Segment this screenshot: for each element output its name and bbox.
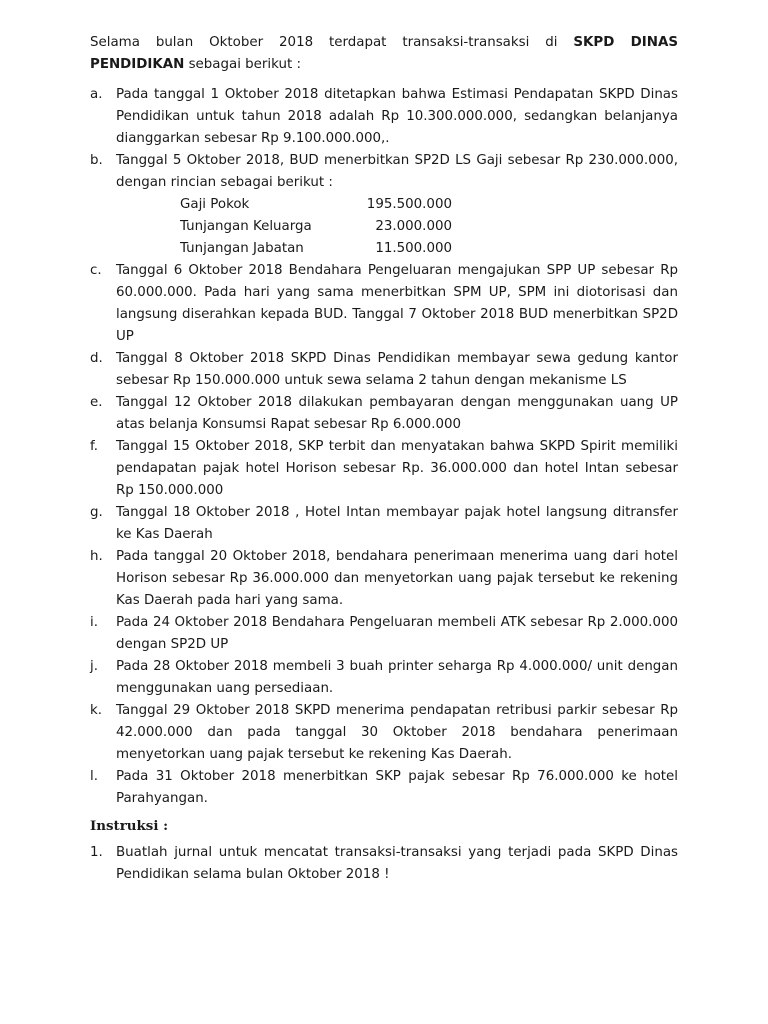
item-text: Tanggal 8 Oktober 2018 SKPD Dinas Pendidikan membayar sewa gedung kantor sebesar Rp 150.000.000 untuk sewa selama 2 tahun dengan mekanisme LS [116, 351, 678, 388]
breakdown-row [116, 216, 678, 238]
instruction-marker: 1. [90, 845, 103, 860]
breakdown-value: 23.000.000 [375, 219, 452, 234]
item-text: Tanggal 6 Oktober 2018 Bendahara Pengeluaran mengajukan SPP UP sebesar Rp 60.000.000. Pada hari yang sama menerbitkan SPM UP, SPM ini diotorisasi dan langsung diserahkan kepada BUD. Tanggal 7 Oktober 2018 BUD menerbitkan SP2D UP [116, 263, 678, 344]
breakdown-row [116, 194, 678, 216]
item-marker: b. [90, 153, 103, 168]
list-item [90, 150, 678, 260]
item-marker: h. [90, 549, 103, 564]
list-item [90, 392, 678, 436]
list-item [90, 546, 678, 612]
breakdown-value: 195.500.000 [366, 197, 452, 212]
salary-breakdown [116, 194, 678, 260]
item-text: Pada 31 Oktober 2018 menerbitkan SKP pajak sebesar Rp 76.000.000 ke hotel Parahyangan. [116, 769, 678, 806]
breakdown-name: Gaji Pokok [180, 197, 250, 212]
item-marker: i. [90, 615, 98, 630]
breakdown-row [116, 238, 678, 260]
list-item [90, 84, 678, 150]
instruction-text: Buatlah jurnal untuk mencatat transaksi-transaksi yang terjadi pada SKPD Dinas Pendidikan selama bulan Oktober 2018 ! [116, 845, 678, 882]
instructions-list [90, 842, 678, 886]
item-text: Tanggal 18 Oktober 2018 , Hotel Intan membayar pajak hotel langsung ditransfer ke Kas Daerah [116, 505, 678, 542]
item-text: Tanggal 15 Oktober 2018, SKP terbit dan menyatakan bahwa SKPD Spirit memiliki pendapatan pajak hotel Horison sebesar Rp. 36.000.000 dan hotel Intan sebesar Rp 150.000.000 [116, 439, 678, 498]
intro-paragraph [90, 32, 678, 76]
item-marker: a. [90, 87, 103, 102]
item-marker: f. [90, 439, 98, 454]
item-marker: e. [90, 395, 103, 410]
item-text: Pada tanggal 20 Oktober 2018, bendahara penerimaan menerima uang dari hotel Horison sebesar Rp 36.000.000 dan menyetorkan uang pajak tersebut ke rekening Kas Daerah pada hari yang sama. [116, 549, 678, 608]
list-item [90, 766, 678, 810]
intro-text: Selama bulan Oktober 2018 terdapat transaksi-transaksi di [90, 35, 558, 50]
item-text: Pada 28 Oktober 2018 membeli 3 buah printer seharga Rp 4.000.000/ unit dengan menggunakan uang persediaan. [116, 659, 678, 696]
item-text: Tanggal 12 Oktober 2018 dilakukan pembayaran dengan menggunakan uang UP atas belanja Konsumsi Rapat sebesar Rp 6.000.000 [116, 395, 678, 432]
list-item [90, 260, 678, 348]
instruction-item [90, 842, 678, 886]
list-item [90, 436, 678, 502]
instructions-heading: Instruksi : [90, 818, 169, 834]
item-marker: d. [90, 351, 103, 366]
list-item [90, 348, 678, 392]
list-item [90, 656, 678, 700]
item-marker: k. [90, 703, 103, 718]
item-text: Tanggal 5 Oktober 2018, BUD menerbitkan SP2D LS Gaji sebesar Rp 230.000.000, dengan rincian sebagai berikut : [116, 153, 678, 190]
intro-tail: sebagai berikut : [188, 57, 301, 72]
transaction-list [90, 84, 678, 810]
item-marker: l. [90, 769, 98, 784]
intro-bold-entity: SKPD DINAS PENDIDIKAN [90, 35, 678, 72]
item-text: Pada 24 Oktober 2018 Bendahara Pengeluaran membeli ATK sebesar Rp 2.000.000 dengan SP2D UP [116, 615, 678, 652]
list-item [90, 502, 678, 546]
list-item [90, 612, 678, 656]
item-marker: g. [90, 505, 103, 520]
breakdown-value: 11.500.000 [375, 241, 452, 256]
breakdown-name: Tunjangan Keluarga [180, 219, 312, 234]
item-text: Tanggal 29 Oktober 2018 SKPD menerima pendapatan retribusi parkir sebesar Rp 42.000.000 dan pada tanggal 30 Oktober 2018 bendahara penerimaan menyetorkan uang pajak tersebut ke rekening Kas Daerah. [116, 703, 678, 762]
list-item [90, 700, 678, 766]
item-marker: j. [90, 659, 98, 674]
item-text: Pada tanggal 1 Oktober 2018 ditetapkan bahwa Estimasi Pendapatan SKPD Dinas Pendidikan untuk tahun 2018 adalah Rp 10.300.000.000, sedangkan belanjanya dianggarkan sebesar Rp 9.100.000.000,. [116, 87, 678, 146]
breakdown-name: Tunjangan Jabatan [180, 241, 304, 256]
item-marker: c. [90, 263, 102, 278]
